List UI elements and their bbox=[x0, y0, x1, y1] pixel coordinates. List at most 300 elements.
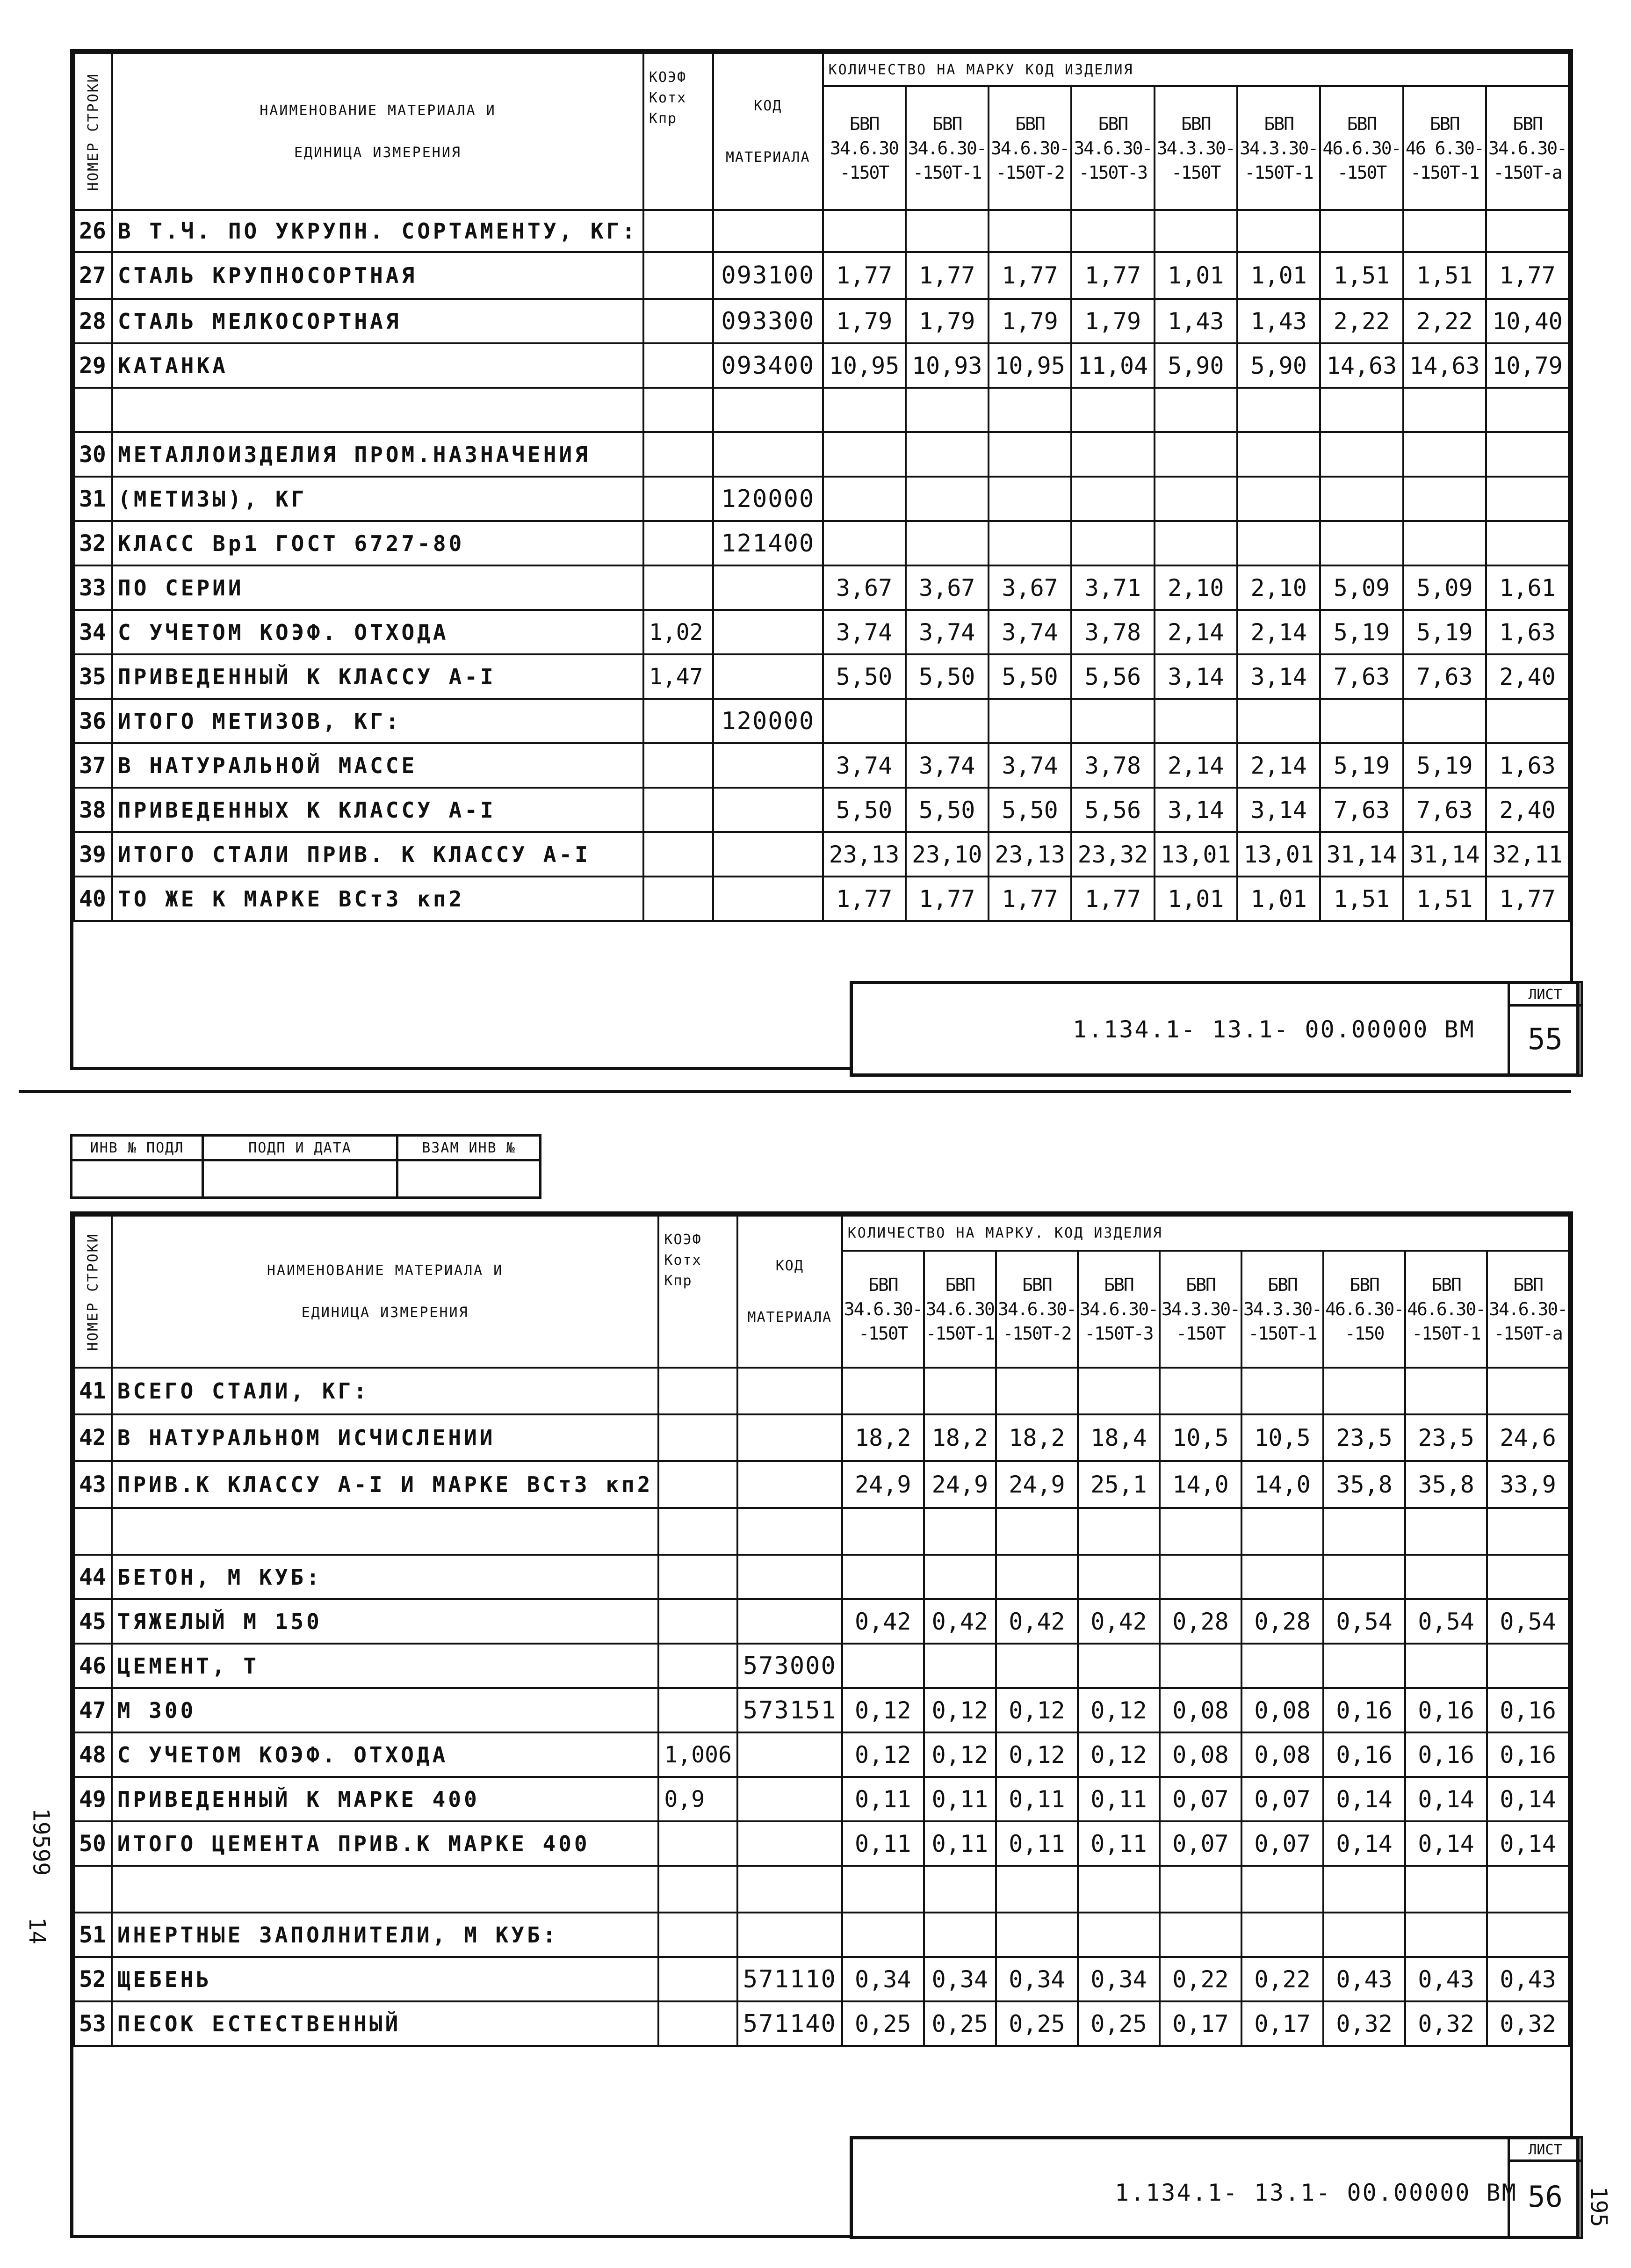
quantity-cell: 1,77 bbox=[1486, 877, 1569, 921]
quantity-cell bbox=[1071, 521, 1154, 565]
quantity-cell: 13,01 bbox=[1237, 832, 1320, 877]
material-code bbox=[737, 1508, 842, 1555]
quantity-cell: 0,14 bbox=[1405, 1821, 1487, 1866]
product-code-header: БВП 34.6.30- -150Т-2 bbox=[989, 86, 1071, 210]
quantity-cell bbox=[1320, 699, 1403, 743]
quantity-cell bbox=[1160, 1555, 1241, 1599]
quantity-cell: 0,12 bbox=[924, 1732, 996, 1777]
quantity-cell: 0,12 bbox=[924, 1688, 996, 1732]
row-number: 45 bbox=[74, 1599, 112, 1644]
quantity-cell bbox=[1241, 1368, 1323, 1414]
material-name: В Т.Ч. ПО УКРУПН. СОРТАМЕНТУ, КГ: bbox=[112, 210, 643, 252]
quantity-cell: 1,01 bbox=[1237, 252, 1320, 299]
quantity-cell bbox=[1403, 699, 1486, 743]
material-code bbox=[713, 565, 823, 610]
quantity-cell: 0,16 bbox=[1487, 1732, 1569, 1777]
quantity-cell: 1,79 bbox=[906, 299, 989, 343]
stamp-replace-label: ВЗАМ ИНВ № bbox=[397, 1136, 541, 1160]
table-row bbox=[74, 1368, 1569, 1414]
quantity-cell: 3,14 bbox=[1237, 654, 1320, 699]
table-row bbox=[74, 299, 1569, 343]
row-number: 32 bbox=[74, 521, 112, 565]
quantity-cell: 0,07 bbox=[1241, 1821, 1323, 1866]
row-number: 26 bbox=[74, 210, 112, 252]
quantity-cell bbox=[1486, 210, 1569, 252]
quantity-cell: 1,51 bbox=[1320, 252, 1403, 299]
quantity-cell: 0,08 bbox=[1241, 1688, 1323, 1732]
row-number: 39 bbox=[74, 832, 112, 877]
sheet-56 bbox=[70, 1211, 1573, 2238]
table-row bbox=[74, 1508, 1569, 1555]
page-separator bbox=[19, 1090, 1571, 1093]
coefficient bbox=[658, 1688, 737, 1732]
quantity-cell: 2,40 bbox=[1486, 654, 1569, 699]
quantity-cell bbox=[1155, 477, 1237, 521]
material-code bbox=[713, 432, 823, 477]
quantity-cell: 0,11 bbox=[996, 1777, 1078, 1821]
quantity-cell bbox=[1078, 1913, 1160, 1957]
coefficient: 0,9 bbox=[658, 1777, 737, 1821]
quantity-cell bbox=[1155, 699, 1237, 743]
quantity-cell: 23,32 bbox=[1071, 832, 1154, 877]
material-name: (МЕТИЗЫ), КГ bbox=[112, 477, 643, 521]
coefficient bbox=[643, 521, 713, 565]
material-code: 120000 bbox=[713, 477, 823, 521]
quantity-cell: 35,8 bbox=[1323, 1461, 1405, 1508]
quantity-cell: 0,17 bbox=[1160, 2001, 1241, 2046]
quantity-cell bbox=[1155, 521, 1237, 565]
quantity-cell: 25,1 bbox=[1078, 1461, 1160, 1508]
quantity-cell: 10,5 bbox=[1241, 1414, 1323, 1461]
quantity-cell bbox=[989, 432, 1071, 477]
quantity-cell bbox=[996, 1508, 1078, 1555]
coefficient bbox=[658, 1461, 737, 1508]
quantity-cell: 5,50 bbox=[906, 654, 989, 699]
quantity-cell bbox=[924, 1555, 996, 1599]
coefficient bbox=[643, 788, 713, 832]
product-code-header: БВП 46.6.30- -150Т bbox=[1320, 86, 1403, 210]
material-name: ЩЕБЕНЬ bbox=[112, 1957, 659, 2001]
coefficient bbox=[643, 388, 713, 432]
quantity-cell bbox=[1487, 1508, 1569, 1555]
quantity-cell bbox=[1323, 1866, 1405, 1913]
quantity-cell: 2,14 bbox=[1237, 743, 1320, 788]
coefficient: 1,02 bbox=[643, 610, 713, 654]
table-row bbox=[74, 654, 1569, 699]
quantity-cell bbox=[1078, 1555, 1160, 1599]
material-name: ИТОГО ЦЕМЕНТА ПРИВ.К МАРКЕ 400 bbox=[112, 1821, 659, 1866]
product-code-header: БВП 34.6.30 -150Т bbox=[823, 86, 906, 210]
row-number: 27 bbox=[74, 252, 112, 299]
quantity-cell: 0,34 bbox=[996, 1957, 1078, 2001]
sheet-label: ЛИСТ bbox=[1508, 2136, 1583, 2162]
material-name: ТЯЖЕЛЫЙ М 150 bbox=[112, 1599, 659, 1644]
quantity-cell: 1,77 bbox=[823, 252, 906, 299]
quantity-cell: 23,5 bbox=[1405, 1414, 1487, 1461]
coefficient bbox=[643, 343, 713, 388]
coefficient bbox=[643, 743, 713, 788]
document-code: 1.134.1- 13.1- 00.00000 ВМ bbox=[1073, 1016, 1475, 1043]
quantity-cell bbox=[1486, 388, 1569, 432]
material-code: 121400 bbox=[713, 521, 823, 565]
quantity-cell bbox=[1071, 388, 1154, 432]
quantity-cell: 0,11 bbox=[1078, 1821, 1160, 1866]
coefficient bbox=[658, 1644, 737, 1688]
quantity-cell: 5,50 bbox=[906, 788, 989, 832]
quantity-cell: 0,42 bbox=[1078, 1599, 1160, 1644]
quantity-cell: 1,77 bbox=[1071, 877, 1154, 921]
quantity-cell bbox=[906, 477, 989, 521]
quantity-cell bbox=[1241, 1913, 1323, 1957]
quantity-cell: 3,74 bbox=[906, 610, 989, 654]
quantity-cell: 3,74 bbox=[989, 610, 1071, 654]
quantity-cell bbox=[1160, 1644, 1241, 1688]
quantity-cell bbox=[1071, 477, 1154, 521]
quantity-cell: 5,50 bbox=[823, 654, 906, 699]
quantity-cell: 1,79 bbox=[1071, 299, 1154, 343]
quantity-cell: 0,42 bbox=[842, 1599, 924, 1644]
material-code: 571140 bbox=[737, 2001, 842, 2046]
stamp-sign-value bbox=[203, 1160, 397, 1198]
quantity-cell: 3,67 bbox=[989, 565, 1071, 610]
quantity-cell: 31,14 bbox=[1403, 832, 1486, 877]
material-code bbox=[737, 1368, 842, 1414]
material-code bbox=[713, 788, 823, 832]
quantity-cell: 2,14 bbox=[1155, 743, 1237, 788]
quantity-cell bbox=[1160, 1866, 1241, 1913]
quantity-cell bbox=[1487, 1555, 1569, 1599]
quantity-cell: 14,0 bbox=[1160, 1461, 1241, 1508]
stamp-inv-label: ИНВ № ПОДЛ bbox=[72, 1136, 203, 1160]
quantity-cell: 0,22 bbox=[1241, 1957, 1323, 2001]
quantity-cell bbox=[1155, 210, 1237, 252]
quantity-cell: 10,79 bbox=[1486, 343, 1569, 388]
quantity-cell: 0,16 bbox=[1405, 1688, 1487, 1732]
quantity-cell bbox=[1241, 1866, 1323, 1913]
row-number bbox=[74, 1866, 112, 1913]
margin-handwritten-number: 19599 bbox=[28, 1808, 54, 1876]
quantity-cell: 10,93 bbox=[906, 343, 989, 388]
material-code bbox=[713, 654, 823, 699]
quantity-cell bbox=[924, 1368, 996, 1414]
quantity-cell: 0,32 bbox=[1323, 2001, 1405, 2046]
table-row bbox=[74, 1599, 1569, 1644]
quantity-cell: 0,14 bbox=[1487, 1821, 1569, 1866]
row-number: 41 bbox=[74, 1368, 112, 1414]
quantity-cell bbox=[906, 521, 989, 565]
quantity-cell: 5,90 bbox=[1237, 343, 1320, 388]
quantity-cell: 0,14 bbox=[1487, 1777, 1569, 1821]
quantity-cell bbox=[996, 1555, 1078, 1599]
material-name bbox=[112, 1508, 659, 1555]
material-name: М 300 bbox=[112, 1688, 659, 1732]
quantity-cell: 0,32 bbox=[1405, 2001, 1487, 2046]
table-row bbox=[74, 252, 1569, 299]
quantity-cell bbox=[1155, 432, 1237, 477]
quantity-cell: 0,25 bbox=[924, 2001, 996, 2046]
quantity-cell bbox=[924, 1866, 996, 1913]
material-name: С УЧЕТОМ КОЭФ. ОТХОДА bbox=[112, 1732, 659, 1777]
material-code: 573000 bbox=[737, 1644, 842, 1688]
quantity-cell: 5,56 bbox=[1071, 654, 1154, 699]
quantity-cell: 5,19 bbox=[1403, 743, 1486, 788]
quantity-cell: 3,14 bbox=[1237, 788, 1320, 832]
quantity-cell bbox=[996, 1866, 1078, 1913]
approval-stamp bbox=[70, 1134, 541, 1199]
row-number: 43 bbox=[74, 1461, 112, 1508]
quantity-cell: 1,61 bbox=[1486, 565, 1569, 610]
coef-header: КОЭФ Котх Кпр bbox=[658, 1216, 737, 1368]
quantity-cell: 3,14 bbox=[1155, 654, 1237, 699]
quantity-cell: 5,50 bbox=[989, 654, 1071, 699]
row-number: 29 bbox=[74, 343, 112, 388]
row-number: 50 bbox=[74, 1821, 112, 1866]
stamp-replace-value bbox=[397, 1160, 541, 1198]
quantity-cell: 0,43 bbox=[1405, 1957, 1487, 2001]
material-name: ПРИВЕДЕННЫХ К КЛАССУ А-I bbox=[112, 788, 643, 832]
quantity-cell: 0,43 bbox=[1323, 1957, 1405, 2001]
coefficient bbox=[643, 699, 713, 743]
quantity-cell: 24,6 bbox=[1487, 1414, 1569, 1461]
quantity-cell bbox=[1403, 477, 1486, 521]
quantity-cell bbox=[1486, 432, 1569, 477]
quantity-cell: 0,11 bbox=[1078, 1777, 1160, 1821]
material-code bbox=[737, 1821, 842, 1866]
material-code bbox=[737, 1414, 842, 1461]
quantity-cell: 14,0 bbox=[1241, 1461, 1323, 1508]
quantity-cell: 0,54 bbox=[1487, 1599, 1569, 1644]
quantity-cell bbox=[842, 1508, 924, 1555]
material-name: ПРИВЕДЕННЫЙ К КЛАССУ А-I bbox=[112, 654, 643, 699]
table-row bbox=[74, 343, 1569, 388]
material-name: КАТАНКА bbox=[112, 343, 643, 388]
quantity-cell bbox=[1323, 1913, 1405, 1957]
quantity-header: КОЛИЧЕСТВО НА МАРКУ. КОД ИЗДЕЛИЯ bbox=[842, 1216, 1569, 1251]
margin-page-number: 195 bbox=[1585, 2186, 1612, 2227]
product-code-header: БВП 34.6.30- -150Т-3 bbox=[1078, 1251, 1160, 1368]
material-name: ИТОГО МЕТИЗОВ, КГ: bbox=[112, 699, 643, 743]
product-code-header: БВП 34.6.30 -150Т-1 bbox=[924, 1251, 996, 1368]
quantity-cell: 1,79 bbox=[823, 299, 906, 343]
row-number-header: НОМЕР СТРОКИ bbox=[74, 1216, 112, 1368]
quantity-cell bbox=[1487, 1368, 1569, 1414]
material-code bbox=[713, 210, 823, 252]
quantity-cell: 1,79 bbox=[989, 299, 1071, 343]
quantity-cell bbox=[1323, 1555, 1405, 1599]
quantity-cell: 3,78 bbox=[1071, 743, 1154, 788]
quantity-cell bbox=[1320, 477, 1403, 521]
quantity-cell: 0,34 bbox=[924, 1957, 996, 2001]
quantity-cell bbox=[1160, 1913, 1241, 1957]
quantity-cell: 0,12 bbox=[996, 1732, 1078, 1777]
quantity-cell: 0,17 bbox=[1241, 2001, 1323, 2046]
quantity-cell: 10,95 bbox=[989, 343, 1071, 388]
quantity-cell: 10,95 bbox=[823, 343, 906, 388]
coefficient bbox=[658, 1957, 737, 2001]
quantity-cell bbox=[989, 477, 1071, 521]
material-name: ПРИВЕДЕННЫЙ К МАРКЕ 400 bbox=[112, 1777, 659, 1821]
table-row bbox=[74, 432, 1569, 477]
material-name: В НАТУРАЛЬНОМ ИСЧИСЛЕНИИ bbox=[112, 1414, 659, 1461]
quantity-cell bbox=[1241, 1644, 1323, 1688]
quantity-cell: 0,14 bbox=[1323, 1777, 1405, 1821]
quantity-cell: 2,40 bbox=[1486, 788, 1569, 832]
quantity-cell bbox=[842, 1644, 924, 1688]
quantity-cell bbox=[996, 1368, 1078, 1414]
material-code bbox=[713, 743, 823, 788]
table-row bbox=[74, 1555, 1569, 1599]
material-name: БЕТОН, М КУБ: bbox=[112, 1555, 659, 1599]
coef-header: КОЭФ Котх Кпр bbox=[643, 53, 713, 210]
table-row bbox=[74, 521, 1569, 565]
quantity-cell bbox=[1241, 1508, 1323, 1555]
quantity-cell bbox=[842, 1866, 924, 1913]
quantity-cell: 0,07 bbox=[1160, 1777, 1241, 1821]
row-number: 48 bbox=[74, 1732, 112, 1777]
material-code bbox=[713, 388, 823, 432]
quantity-cell: 23,13 bbox=[989, 832, 1071, 877]
material-code: 093100 bbox=[713, 252, 823, 299]
product-code-header: БВП 46 6.30- -150Т-1 bbox=[1403, 86, 1486, 210]
quantity-cell: 7,63 bbox=[1320, 654, 1403, 699]
quantity-cell: 5,19 bbox=[1320, 743, 1403, 788]
product-code-header: БВП 34.3.30- -150Т bbox=[1155, 86, 1237, 210]
quantity-cell: 5,56 bbox=[1071, 788, 1154, 832]
coefficient bbox=[643, 565, 713, 610]
quantity-cell bbox=[1405, 1508, 1487, 1555]
product-code-header: БВП 34.3.30- -150Т-1 bbox=[1237, 86, 1320, 210]
product-code-header: БВП 34.6.30- -150Т-а bbox=[1486, 86, 1569, 210]
row-number: 33 bbox=[74, 565, 112, 610]
material-name-header: НАИМЕНОВАНИЕ МАТЕРИАЛА И ЕДИНИЦА ИЗМЕРЕНИЯ bbox=[112, 53, 643, 210]
quantity-cell: 0,16 bbox=[1487, 1688, 1569, 1732]
coefficient bbox=[643, 477, 713, 521]
material-code bbox=[737, 1913, 842, 1957]
quantity-cell: 0,16 bbox=[1323, 1732, 1405, 1777]
table-row bbox=[74, 1414, 1569, 1461]
quantity-cell: 0,07 bbox=[1241, 1777, 1323, 1821]
quantity-cell: 13,01 bbox=[1155, 832, 1237, 877]
quantity-cell bbox=[1405, 1555, 1487, 1599]
quantity-cell: 1,77 bbox=[989, 877, 1071, 921]
quantity-cell bbox=[1320, 388, 1403, 432]
quantity-cell: 11,04 bbox=[1071, 343, 1154, 388]
quantity-cell: 0,16 bbox=[1323, 1688, 1405, 1732]
table-row bbox=[74, 1644, 1569, 1688]
product-code-header: БВП 46.6.30- -150Т-1 bbox=[1405, 1251, 1487, 1368]
quantity-cell: 14,63 bbox=[1403, 343, 1486, 388]
quantity-cell: 0,14 bbox=[1323, 1821, 1405, 1866]
material-code: 573151 bbox=[737, 1688, 842, 1732]
material-code: 093400 bbox=[713, 343, 823, 388]
material-name: С УЧЕТОМ КОЭФ. ОТХОДА bbox=[112, 610, 643, 654]
row-number: 47 bbox=[74, 1688, 112, 1732]
row-number: 51 bbox=[74, 1913, 112, 1957]
quantity-cell: 1,77 bbox=[1486, 252, 1569, 299]
quantity-cell bbox=[1323, 1508, 1405, 1555]
table-row bbox=[74, 1732, 1569, 1777]
quantity-cell: 3,74 bbox=[823, 743, 906, 788]
quantity-cell bbox=[1160, 1508, 1241, 1555]
quantity-cell bbox=[1237, 477, 1320, 521]
quantity-cell bbox=[1241, 1555, 1323, 1599]
quantity-cell: 7,63 bbox=[1320, 788, 1403, 832]
quantity-cell: 1,43 bbox=[1155, 299, 1237, 343]
table-row bbox=[74, 832, 1569, 877]
quantity-cell: 5,09 bbox=[1320, 565, 1403, 610]
material-name-header: НАИМЕНОВАНИЕ МАТЕРИАЛА И ЕДИНИЦА ИЗМЕРЕНИЯ bbox=[112, 1216, 659, 1368]
material-code-header: КОД МАТЕРИАЛА bbox=[713, 53, 823, 210]
quantity-cell bbox=[1237, 432, 1320, 477]
material-name: В НАТУРАЛЬНОЙ МАССЕ bbox=[112, 743, 643, 788]
quantity-cell bbox=[1320, 521, 1403, 565]
quantity-cell bbox=[924, 1913, 996, 1957]
material-code bbox=[737, 1555, 842, 1599]
coefficient bbox=[643, 252, 713, 299]
quantity-cell: 24,9 bbox=[842, 1461, 924, 1508]
quantity-cell: 0,12 bbox=[1078, 1732, 1160, 1777]
coefficient bbox=[658, 2001, 737, 2046]
quantity-cell: 10,40 bbox=[1486, 299, 1569, 343]
quantity-cell bbox=[1078, 1508, 1160, 1555]
quantity-cell bbox=[989, 388, 1071, 432]
quantity-cell: 3,74 bbox=[989, 743, 1071, 788]
quantity-cell: 1,77 bbox=[989, 252, 1071, 299]
material-name: СТАЛЬ МЕЛКОСОРТНАЯ bbox=[112, 299, 643, 343]
quantity-cell: 0,11 bbox=[842, 1821, 924, 1866]
table-row bbox=[74, 210, 1569, 252]
quantity-cell: 35,8 bbox=[1405, 1461, 1487, 1508]
row-number: 34 bbox=[74, 610, 112, 654]
quantity-cell: 0,34 bbox=[842, 1957, 924, 2001]
quantity-cell bbox=[1486, 477, 1569, 521]
quantity-cell: 0,22 bbox=[1160, 1957, 1241, 2001]
quantity-cell bbox=[1320, 210, 1403, 252]
quantity-cell bbox=[842, 1368, 924, 1414]
quantity-cell: 5,19 bbox=[1320, 610, 1403, 654]
stamp-inv-value bbox=[72, 1160, 203, 1198]
coefficient bbox=[643, 432, 713, 477]
row-number: 30 bbox=[74, 432, 112, 477]
quantity-cell: 23,13 bbox=[823, 832, 906, 877]
quantity-cell: 5,90 bbox=[1155, 343, 1237, 388]
quantity-cell: 0,08 bbox=[1160, 1688, 1241, 1732]
quantity-cell bbox=[1487, 1644, 1569, 1688]
row-number: 40 bbox=[74, 877, 112, 921]
material-name: ПО СЕРИИ bbox=[112, 565, 643, 610]
quantity-cell bbox=[989, 521, 1071, 565]
quantity-cell bbox=[1323, 1644, 1405, 1688]
row-number-header: НОМЕР СТРОКИ bbox=[74, 53, 112, 210]
material-code-header: КОД МАТЕРИАЛА bbox=[737, 1216, 842, 1368]
quantity-cell bbox=[906, 699, 989, 743]
quantity-cell bbox=[842, 1913, 924, 1957]
quantity-cell: 0,12 bbox=[996, 1688, 1078, 1732]
material-name: ПЕСОК ЕСТЕСТВЕННЫЙ bbox=[112, 2001, 659, 2046]
quantity-cell bbox=[906, 432, 989, 477]
quantity-cell: 7,63 bbox=[1403, 654, 1486, 699]
quantity-cell bbox=[1486, 521, 1569, 565]
material-code: 093300 bbox=[713, 299, 823, 343]
quantity-cell: 1,51 bbox=[1320, 877, 1403, 921]
quantity-cell: 0,28 bbox=[1241, 1599, 1323, 1644]
quantity-cell: 3,74 bbox=[823, 610, 906, 654]
table-row bbox=[74, 388, 1569, 432]
quantity-cell bbox=[823, 521, 906, 565]
quantity-cell: 5,50 bbox=[823, 788, 906, 832]
quantity-cell: 0,25 bbox=[996, 2001, 1078, 2046]
title-block bbox=[850, 981, 1580, 1077]
